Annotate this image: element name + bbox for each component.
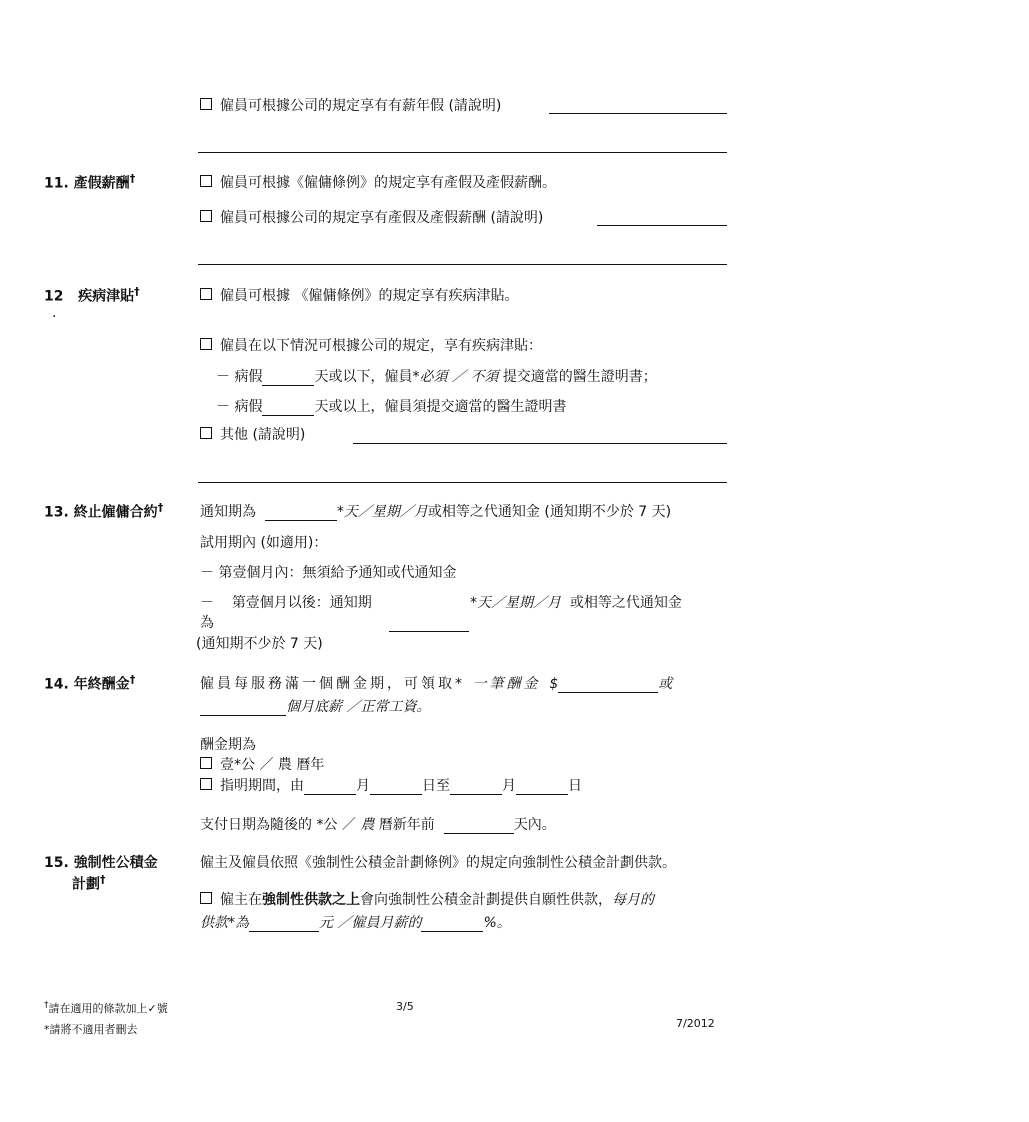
payment-period-specified-option[interactable]: 指明期間，由 月 日至 月 日 — [200, 775, 582, 795]
mpf-statement: 僱主及僱員依照《強制性公積金計劃條例》的規定向強制性公積金計劃供款。 — [200, 855, 676, 871]
sickness-ordinance-option[interactable]: 僱員可根據 《僱傭條例》的規定享有疾病津貼。 — [200, 285, 518, 305]
sick-days-below-blank[interactable] — [262, 371, 314, 386]
probation-title: 試用期內 (如適用)： — [200, 535, 328, 551]
annual-leave-blank[interactable] — [549, 113, 727, 114]
probation-after-note: (通知期不少於 7 天) — [196, 636, 323, 652]
year-end-line-1: 僱員每服務滿一個酬金期，可領取* 一筆酬金 $ 或 — [200, 676, 673, 692]
months-salary-blank[interactable] — [200, 701, 286, 716]
revision-date: 7/2012 — [676, 1017, 715, 1030]
to-day-blank[interactable] — [516, 780, 568, 795]
notice-period-line: 通知期為 *天／星期／月或相等之代通知金 (通知期不少於 7 天) — [200, 504, 672, 520]
probation-after-first-month: － 第壹個月以後：通知期 — [200, 595, 372, 611]
sickness-line-1: － 病假 天或以下，僱員*必須 ／ 不須 提交適當的醫生證明書； — [216, 369, 657, 385]
payment-days-blank[interactable] — [444, 819, 514, 834]
divider — [198, 482, 727, 483]
checkbox[interactable] — [200, 757, 212, 769]
probation-first-month: － 第壹個月內：無須給予通知或代通知金 — [200, 565, 457, 581]
footer-note-2: *請將不適用者刪去 — [44, 1023, 138, 1036]
section-11-heading: 11. 產假薪酬† — [44, 172, 136, 192]
page-number: 3/5 — [396, 1000, 414, 1013]
sickness-line-2: － 病假 天或以上，僱員須提交適當的醫生證明書 — [216, 399, 567, 415]
divider — [198, 264, 727, 265]
checkbox[interactable] — [200, 288, 212, 300]
probation-after-wei: 為 — [200, 615, 214, 631]
maternity-company-option[interactable]: 僱員可根據公司的規定享有產假及產假薪酬 (請說明) — [200, 207, 543, 227]
to-month-blank[interactable] — [450, 780, 502, 795]
checkbox[interactable] — [200, 892, 212, 904]
maternity-blank[interactable] — [597, 225, 727, 226]
mpf-voluntary-line-2: 供款*為 元 ／僱員月薪的 %。 — [200, 915, 511, 931]
annual-leave-company-option[interactable]: 僱員可根據公司的規定享有有薪年假 (請說明) — [200, 95, 501, 115]
voluntary-amount-blank[interactable] — [249, 917, 319, 932]
from-day-blank[interactable] — [370, 780, 422, 795]
section-14-heading: 14. 年終酬金† — [44, 673, 136, 693]
checkbox[interactable] — [200, 338, 212, 350]
sickness-company-option[interactable]: 僱員在以下情況可根據公司的規定，享有疾病津貼： — [200, 335, 542, 355]
section-15-heading: 15. 強制性公積金 — [44, 855, 158, 871]
footer-note-1: †請在適用的條款加上✓號 — [44, 1000, 168, 1015]
lump-sum-blank[interactable] — [558, 678, 658, 693]
checkbox[interactable] — [200, 427, 212, 439]
sickness-other-blank[interactable] — [353, 443, 727, 444]
checkbox[interactable] — [200, 175, 212, 187]
payment-period-lunar-option[interactable]: 壹*公 ／ 農 曆年 — [200, 754, 324, 774]
section-12-dot: . — [52, 305, 57, 321]
section-12-heading: 12 疾病津貼† — [44, 285, 140, 305]
section-13-heading: 13. 終止僱傭合約† — [44, 501, 164, 521]
year-end-line-2: 個月底薪 ／正常工資。 — [200, 696, 430, 716]
checkbox[interactable] — [200, 210, 212, 222]
divider — [198, 152, 727, 153]
from-month-blank[interactable] — [304, 780, 356, 795]
payment-period-title: 酬金期為 — [200, 737, 256, 753]
maternity-ordinance-option[interactable]: 僱員可根據《僱傭條例》的規定享有產假及產假薪酬。 — [200, 172, 556, 192]
section-15-heading-line-2: 計劃† — [72, 873, 106, 893]
sickness-other-option[interactable]: 其他 (請說明) — [200, 424, 305, 444]
voluntary-percent-blank[interactable] — [421, 917, 483, 932]
sick-days-above-blank[interactable] — [262, 401, 314, 416]
payment-date-line: 支付日期為隨後的 *公 ／ 農 曆新年前 天內。 — [200, 817, 556, 833]
probation-after-unit: *天／星期／月 或相等之代通知金 — [470, 595, 682, 611]
mpf-voluntary-option[interactable]: 僱主在強制性供款之上會向強制性公積金計劃提供自願性供款，每月的 — [200, 889, 654, 909]
checkbox[interactable] — [200, 778, 212, 790]
checkbox[interactable] — [200, 98, 212, 110]
notice-period-blank[interactable] — [265, 506, 337, 521]
probation-notice-blank[interactable] — [389, 631, 469, 632]
